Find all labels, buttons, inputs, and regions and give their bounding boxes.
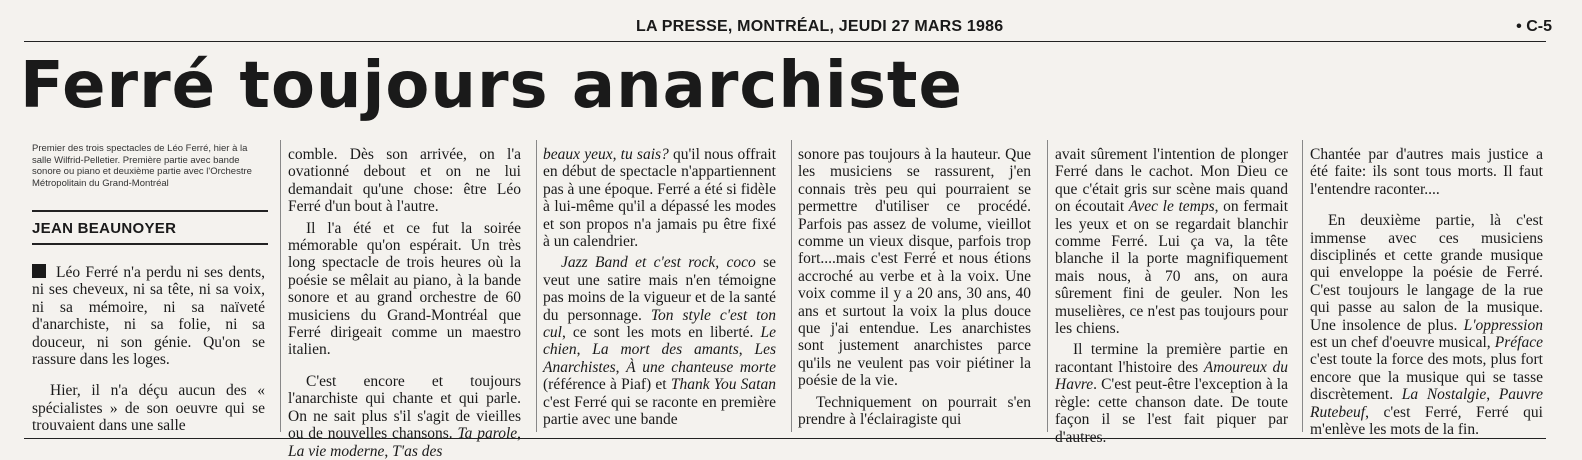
column-rule xyxy=(1047,140,1048,432)
footer-rule xyxy=(24,438,1546,439)
article-headline: Ferré toujours anarchiste xyxy=(20,49,963,123)
column-rule xyxy=(536,140,537,432)
newspaper-dateline: LA PRESSE, MONTRÉAL, JEUDI 27 MARS 1986 xyxy=(636,18,1004,35)
page-header xyxy=(0,18,1582,38)
photo-caption: Premier des trois spectacles de Léo Ferré, hier à la salle Wilfrid-Pelletier. Première partie avec bande sonore ou piano et deuxième partie avec l'Orchestre Métropolitain du Grand-Montréal xyxy=(32,143,252,189)
column-rule xyxy=(280,140,281,432)
article-column-2: comble. Dès son arrivée, on l'a ovationné debout et on ne lui demandait qu'une chose: être Léo Ferré d'un bout à l'autre. Il l'a été et ce fut la soirée mémorable qu'on espérait. Un très long spectacle de trois heures où la poésie se mêlait au piano, à la bande sonore et au grand orchestre de 60 musiciens du Grand-Montréal que Ferré dirigeait comme un maestro italien. C'est encore et toujours l'anarchiste qui chante et qui parle. On ne sait plus s'il s'agit de vieilles ou de nouvelles chansons. Ta parole, La vie moderne, T'as des xyxy=(288,146,522,460)
article-column-5: avait sûrement l'intention de plonger Ferré dans le cachot. Mon Dieu ce que c'était gris sur scène mais quand on écoutait Avec le temps, on fermait les yeux et on se regardait blanchir comme Ferré. Lui ça va, la tête blanche il la porte magnifiquement mais nous, à 70 ans, on aura sûrement fini de geuler. Non les muselières, ce n'est pas toujours pour les chiens. Il termine la première partie en racontant l'histoire des Amoureux du Havre. C'est peut-être l'exception à la règle: cette chanson date. De toute façon il se l'est fait piquer par d'autres. xyxy=(1055,146,1288,446)
column-rule xyxy=(791,140,792,432)
article-column-6: Chantée par d'autres mais justice a été faite: ils sont tous morts. Il faut l'entendre raconter.... En deuxième partie, là c'est immense avec ces musiciens disciplinés et cette grande musique qui enveloppe la poésie de Ferré. C'est toujours le langage de la rue qui passe au salon de la musique. Une insolence de plus. L'oppression est un chef d'oeuvre musical, Préface c'est toute la force des mots, plus fort encore que la musique qui se tasse discrètement. La Nostalgie, Pauvre Rutebeuf, c'est Ferré, Ferré qui m'enlève les mots de la fin. xyxy=(1310,146,1543,439)
drop-square-icon xyxy=(32,264,46,278)
header-rule xyxy=(24,41,1546,42)
byline-top-rule xyxy=(32,210,268,212)
article-column-1: Léo Ferré n'a perdu ni ses dents, ni ses cheveux, ni sa tête, ni sa voix, ni sa mémoire, ni sa naïveté d'anarchiste, ni sa folie, ni sa douceur, ni son génie. Qu'on se rassure dans les loges. Hier, il n'a déçu aucun des « spécialistes » de son oeuvre qui se trouvaient dans une salle xyxy=(32,264,265,435)
article-column-3: beaux yeux, tu sais? qu'il nous offrait en début de spectacle n'appartiennent pas à une époque. Ferré a été si fidèle à lui-même qu'il a dépassé les modes et son propos n'a jamais pu être fixé à un calendrier. Jazz Band et c'est rock, coco se veut une satire mais n'en témoigne pas moins de la vigueur et de la santé du personnage. Ton style c'est ton cul, ce sont les mots en liberté. Le chien, La mort des amants, Les Anarchistes, À une chanteuse morte (référence à Piaf) et Thank You Satan c'est Ferré qui se raconte en première partie avec une bande xyxy=(543,146,777,429)
byline-bottom-rule xyxy=(32,243,268,245)
page-number: • C-5 xyxy=(1516,18,1552,35)
article-column-4: sonore pas toujours à la hauteur. Que les musiciens se rassurent, j'en connais très peu qui pourraient se permettre d'utiliser ce procédé. Parfois pas assez de volume, vieillot comme un vieux disque, parfois trop fort....mais c'est Ferré et nous étions accroché au verbe et à la voix. Une voix comme il y a 20 ans, 30 ans, 40 ans et surtout la voix la plus douce que j'ai entendue. Les anarchistes sont justement anarchistes parce qu'ils ne veulent pas voir piétiner la poésie de la vie. Techniquement on pourrait s'en prendre à l'éclairagiste qui xyxy=(798,146,1031,429)
column-rule xyxy=(1302,140,1303,432)
byline: JEAN BEAUNOYER xyxy=(32,220,177,237)
